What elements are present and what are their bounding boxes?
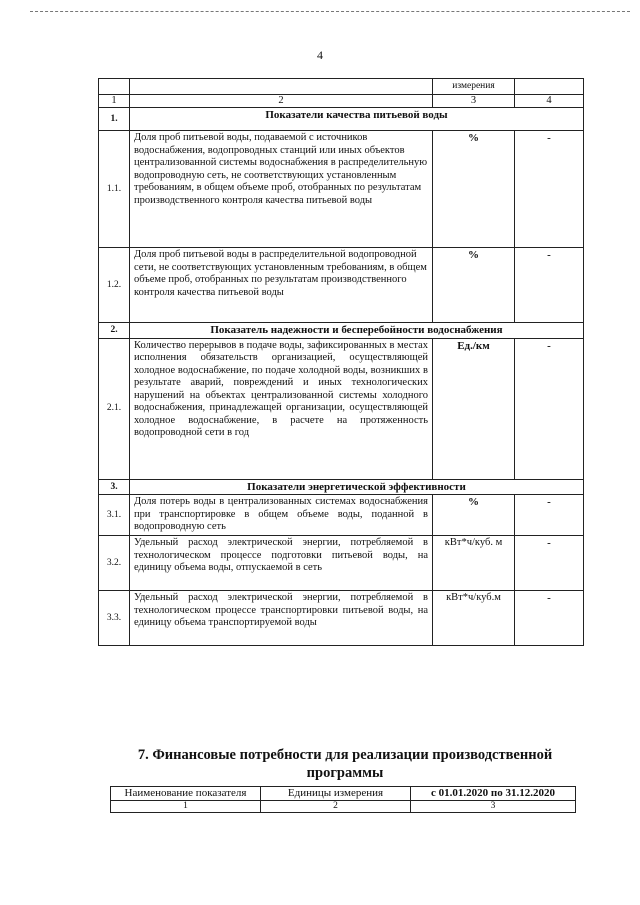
column-number: 1 [99, 94, 130, 108]
section7-title: 7. Финансовые потребности для реализации производственной программы [137, 747, 553, 781]
header-continuation-row [99, 79, 584, 95]
header-cell-empty [130, 79, 433, 95]
financial-header-row [111, 787, 576, 801]
indicator-text: Доля проб питьевой воды, подаваемой с источников водоснабжения, водопроводных станций или иных объектов централизованной системы водоснабжения в распределительную водопроводную сеть, не соответствующих установленным требованиям, в общем объеме проб, отобранных по результатам производственного контроля качества питьевой воды [130, 131, 433, 248]
indicator-text: Количество перерывов в подаче воды, зафиксированных в местах исполнения обязательств организацией, осуществляющей холодное водоснабжение, по подаче холодной воды, возникших в результате аварий, повреждений и иных технологических нарушений на объектах централизованной системы холодного водоснабжения, принадлежащей организации, осуществляющей холодное водоснабжение, в расчете на протяженность водопроводной сети в год [130, 338, 433, 479]
indicator-text: Доля потерь воды в централизованных системах водоснабжения при транспортировке в общем объеме воды, поданной в водопроводную сеть [130, 495, 433, 536]
column-header-period: с 01.01.2020 по 31.12.2020 [411, 787, 576, 801]
financial-column-numbers-row [111, 801, 576, 813]
indicator-row [99, 536, 584, 591]
column-header-indicator: Наименование показателя [111, 787, 261, 801]
indicator-number: 3.3. [99, 591, 130, 646]
header-cell-empty [99, 79, 130, 95]
indicator-value: - [515, 131, 584, 248]
page-number: 4 [317, 48, 323, 62]
indicator-number: 1.2. [99, 248, 130, 323]
section-title: Показатели качества питьевой воды [130, 108, 584, 131]
indicator-unit: % [433, 131, 515, 248]
column-number: 3 [433, 94, 515, 108]
section-title: Показатели энергетической эффективности [130, 479, 584, 495]
column-number: 1 [111, 801, 261, 813]
indicator-number: 3.1. [99, 495, 130, 536]
section-title: Показатель надежности и бесперебойности водоснабжения [130, 323, 584, 339]
indicator-row [99, 248, 584, 323]
indicator-value: - [515, 248, 584, 323]
header-unit-continuation: измерения [433, 79, 515, 95]
indicator-number: 2.1. [99, 338, 130, 479]
indicator-text: Доля проб питьевой воды в распределительной водопроводной сети, не соответствующих установленным требованиям, в общем объеме проб, отобранных по результатам производственного контроля качества питьевой воды [130, 248, 433, 323]
indicator-unit: кВт*ч/куб.м [433, 591, 515, 646]
section-number: 3. [99, 479, 130, 495]
indicator-number: 3.2. [99, 536, 130, 591]
section-row [99, 323, 584, 339]
indicator-unit: Ед./км [433, 338, 515, 479]
column-number: 2 [261, 801, 411, 813]
indicator-number: 1.1. [99, 131, 130, 248]
indicator-row [99, 131, 584, 248]
column-numbers-row [99, 94, 584, 108]
column-number: 4 [515, 94, 584, 108]
section-number: 2. [99, 323, 130, 339]
indicator-row [99, 591, 584, 646]
section-number: 1. [99, 108, 130, 131]
indicator-text: Удельный расход электрической энергии, потребляемой в технологическом процессе транспортировки питьевой воды, на единицу объема транспортируемой воды [130, 591, 433, 646]
section-row [99, 479, 584, 495]
indicator-value: - [515, 591, 584, 646]
indicator-value: - [515, 338, 584, 479]
header-cell-empty [515, 79, 584, 95]
page-top-rule [30, 11, 630, 12]
section-row [99, 108, 584, 131]
indicator-unit: кВт*ч/куб. м [433, 536, 515, 591]
column-number: 3 [411, 801, 576, 813]
column-number: 2 [130, 94, 433, 108]
indicator-text: Удельный расход электрической энергии, потребляемой в технологическом процессе подготовки питьевой воды, на единицу объема воды, отпускаемой в сеть [130, 536, 433, 591]
indicator-row [99, 495, 584, 536]
financial-needs-table [110, 786, 576, 813]
quality-indicators-table [98, 78, 584, 646]
indicator-unit: % [433, 495, 515, 536]
indicator-row [99, 338, 584, 479]
indicator-value: - [515, 495, 584, 536]
indicator-unit: % [433, 248, 515, 323]
column-header-units: Единицы измерения [261, 787, 411, 801]
indicator-value: - [515, 536, 584, 591]
